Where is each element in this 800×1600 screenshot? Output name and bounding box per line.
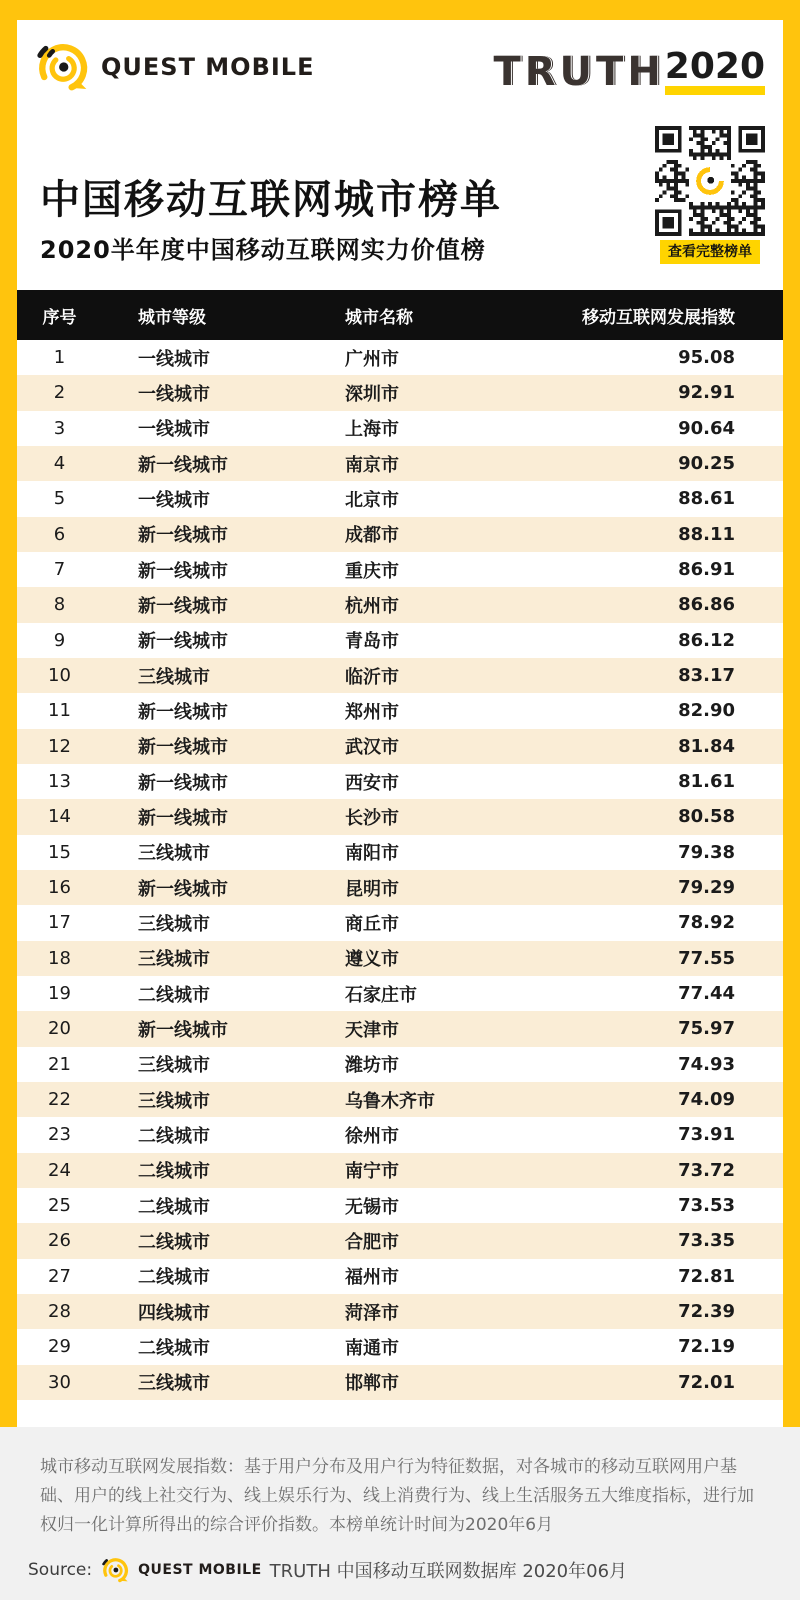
- city-cell: 南阳市: [345, 843, 399, 865]
- table-row: [17, 799, 783, 834]
- tier-cell: 一线城市: [138, 348, 210, 370]
- city-cell: 福州市: [345, 1267, 399, 1289]
- city-cell: 徐州市: [345, 1125, 399, 1147]
- table-row: [17, 587, 783, 622]
- table-row: [17, 1329, 783, 1364]
- rank-cell: 30: [48, 1371, 71, 1393]
- rank-cell: 9: [53, 629, 66, 651]
- rank-cell: 7: [53, 559, 66, 581]
- city-cell: 广州市: [345, 348, 399, 370]
- rank-cell: 19: [48, 983, 71, 1005]
- truth-2020-logo: [493, 48, 765, 95]
- column-header-tier: 城市等级: [138, 307, 206, 328]
- table-row: [17, 1082, 783, 1117]
- table-row: [17, 1294, 783, 1329]
- ranking-table: [17, 290, 783, 1400]
- city-cell: 遵义市: [345, 949, 399, 971]
- index-cell: 72.81: [678, 1265, 735, 1287]
- index-cell: 78.92: [678, 912, 735, 934]
- tier-cell: 二线城市: [138, 984, 210, 1006]
- tier-cell: 一线城市: [138, 419, 210, 441]
- index-cell: 73.35: [678, 1230, 735, 1252]
- index-cell: 90.25: [678, 453, 735, 475]
- city-cell: 石家庄市: [345, 984, 417, 1006]
- table-row: [17, 446, 783, 481]
- table-row: [17, 1047, 783, 1082]
- rank-cell: 12: [48, 735, 71, 757]
- rank-cell: 6: [53, 523, 66, 545]
- tier-cell: 新一线城市: [138, 560, 228, 582]
- table-row: [17, 729, 783, 764]
- index-cell: 88.61: [678, 488, 735, 510]
- table-row: [17, 375, 783, 410]
- table-header: [17, 290, 783, 340]
- city-cell: 成都市: [345, 525, 399, 547]
- index-cell: 79.29: [678, 877, 735, 899]
- city-cell: 南宁市: [345, 1161, 399, 1183]
- city-cell: 无锡市: [345, 1196, 399, 1218]
- rank-cell: 21: [48, 1053, 71, 1075]
- tier-cell: 新一线城市: [138, 807, 228, 829]
- rank-cell: 16: [48, 877, 71, 899]
- rank-cell: 8: [53, 594, 66, 616]
- footer: [0, 1427, 800, 1600]
- table-row: [17, 1223, 783, 1258]
- tier-cell: 新一线城市: [138, 878, 228, 900]
- city-cell: 临沂市: [345, 666, 399, 688]
- tier-cell: 二线城市: [138, 1267, 210, 1289]
- table-row: [17, 1188, 783, 1223]
- rank-cell: 20: [48, 1018, 71, 1040]
- table-row: [17, 1259, 783, 1294]
- page-subtitle: 2020半年度中国移动互联网实力价值榜: [40, 236, 486, 264]
- tier-cell: 二线城市: [138, 1231, 210, 1253]
- rank-cell: 14: [48, 806, 71, 828]
- tier-cell: 新一线城市: [138, 1019, 228, 1041]
- rank-cell: 27: [48, 1265, 71, 1287]
- index-cell: 82.90: [678, 700, 735, 722]
- tier-cell: 三线城市: [138, 913, 210, 935]
- tier-cell: 一线城市: [138, 383, 210, 405]
- tier-cell: 三线城市: [138, 949, 210, 971]
- rank-cell: 29: [48, 1336, 71, 1358]
- page-title: 中国移动互联网城市榜单: [40, 177, 502, 223]
- index-cell: 72.01: [678, 1371, 735, 1393]
- rank-cell: 13: [48, 771, 71, 793]
- source-row: [28, 1555, 627, 1585]
- index-cell: 74.09: [678, 1089, 735, 1111]
- city-cell: 合肥市: [345, 1231, 399, 1253]
- tier-cell: 新一线城市: [138, 772, 228, 794]
- tier-cell: 二线城市: [138, 1337, 210, 1359]
- qr-block: [655, 126, 765, 264]
- city-cell: 杭州市: [345, 595, 399, 617]
- table-row: [17, 1153, 783, 1188]
- questmobile-icon-small: [100, 1555, 130, 1585]
- rank-cell: 1: [53, 347, 66, 369]
- tier-cell: 新一线城市: [138, 595, 228, 617]
- city-cell: 天津市: [345, 1019, 399, 1041]
- rank-cell: 11: [48, 700, 71, 722]
- index-cell: 86.91: [678, 559, 735, 581]
- source-label: Source:: [28, 1560, 93, 1580]
- city-cell: 重庆市: [345, 560, 399, 582]
- table-row: [17, 1117, 783, 1152]
- index-cell: 72.19: [678, 1336, 735, 1358]
- tier-cell: 新一线城市: [138, 525, 228, 547]
- questmobile-logo-text: QUEST MOBILE: [101, 53, 315, 81]
- rank-cell: 3: [53, 417, 66, 439]
- city-cell: 南京市: [345, 454, 399, 476]
- city-cell: 邯郸市: [345, 1373, 399, 1395]
- tier-cell: 二线城市: [138, 1161, 210, 1183]
- city-cell: 乌鲁木齐市: [345, 1090, 435, 1112]
- city-cell: 深圳市: [345, 383, 399, 405]
- rank-cell: 17: [48, 912, 71, 934]
- index-cell: 83.17: [678, 665, 735, 687]
- table-row: [17, 693, 783, 728]
- source-logo-text: QUEST MOBILE: [138, 1562, 262, 1578]
- index-cell: 86.86: [678, 594, 735, 616]
- city-cell: 昆明市: [345, 878, 399, 900]
- column-header-rank: 序号: [42, 307, 77, 328]
- tier-cell: 一线城市: [138, 489, 210, 511]
- rank-cell: 28: [48, 1301, 71, 1323]
- tier-cell: 三线城市: [138, 666, 210, 688]
- column-header-city: 城市名称: [345, 307, 413, 328]
- methodology-note: 城市移动互联网发展指数：基于用户分布及用户行为特征数据，对各城市的移动互联网用户基础、用户的线上社交行为、线上娱乐行为、线上消费行为、线上生活服务五大维度指标，进行加权归一化计算所得出的综合评价指数。本榜单统计时间为2020年6月: [40, 1457, 754, 1535]
- table-row: [17, 481, 783, 516]
- index-cell: 74.93: [678, 1053, 735, 1075]
- tier-cell: 新一线城市: [138, 631, 228, 653]
- table-row: [17, 623, 783, 658]
- rank-cell: 5: [53, 488, 66, 510]
- table-row: [17, 905, 783, 940]
- rank-cell: 10: [48, 665, 71, 687]
- index-cell: 81.84: [678, 735, 735, 757]
- tier-cell: 三线城市: [138, 1090, 210, 1112]
- city-cell: 西安市: [345, 772, 399, 794]
- rank-cell: 15: [48, 841, 71, 863]
- content-area: [17, 20, 783, 1427]
- index-cell: 73.72: [678, 1159, 735, 1181]
- rank-cell: 18: [48, 947, 71, 969]
- table-row: [17, 976, 783, 1011]
- table-row: [17, 1365, 783, 1400]
- table-row: [17, 764, 783, 799]
- rank-cell: 23: [48, 1124, 71, 1146]
- table-body: [17, 340, 783, 1400]
- questmobile-icon: [33, 38, 91, 96]
- city-cell: 青岛市: [345, 631, 399, 653]
- table-row: [17, 658, 783, 693]
- table-row: [17, 1011, 783, 1046]
- table-row: [17, 870, 783, 905]
- tier-cell: 三线城市: [138, 1055, 210, 1077]
- table-row: [17, 552, 783, 587]
- table-row: [17, 517, 783, 552]
- index-cell: 95.08: [678, 347, 735, 369]
- index-cell: 92.91: [678, 382, 735, 404]
- qr-code: [655, 126, 765, 236]
- index-cell: 79.38: [678, 841, 735, 863]
- column-header-index: 移动互联网发展指数: [582, 307, 735, 328]
- index-cell: 77.55: [678, 947, 735, 969]
- tier-cell: 二线城市: [138, 1196, 210, 1218]
- index-cell: 90.64: [678, 417, 735, 439]
- city-cell: 商丘市: [345, 913, 399, 935]
- index-cell: 73.53: [678, 1195, 735, 1217]
- table-row: [17, 835, 783, 870]
- city-cell: 上海市: [345, 419, 399, 441]
- tier-cell: 四线城市: [138, 1302, 210, 1324]
- city-cell: 长沙市: [345, 807, 399, 829]
- city-cell: 菏泽市: [345, 1302, 399, 1324]
- table-row: [17, 411, 783, 446]
- index-cell: 73.91: [678, 1124, 735, 1146]
- rank-cell: 26: [48, 1230, 71, 1252]
- index-cell: 80.58: [678, 806, 735, 828]
- table-row: [17, 340, 783, 375]
- index-cell: 72.39: [678, 1301, 735, 1323]
- rank-cell: 25: [48, 1195, 71, 1217]
- city-cell: 北京市: [345, 489, 399, 511]
- index-cell: 77.44: [678, 983, 735, 1005]
- questmobile-logo: [33, 38, 315, 96]
- index-cell: 86.12: [678, 629, 735, 651]
- index-cell: 81.61: [678, 771, 735, 793]
- rank-cell: 2: [53, 382, 66, 404]
- truth-year: 2020: [665, 48, 765, 95]
- table-row: [17, 941, 783, 976]
- city-cell: 郑州市: [345, 701, 399, 723]
- index-cell: 88.11: [678, 523, 735, 545]
- index-cell: 75.97: [678, 1018, 735, 1040]
- tier-cell: 二线城市: [138, 1125, 210, 1147]
- tier-cell: 三线城市: [138, 843, 210, 865]
- rank-cell: 4: [53, 453, 66, 475]
- city-cell: 武汉市: [345, 737, 399, 759]
- tier-cell: 新一线城市: [138, 737, 228, 759]
- city-cell: 南通市: [345, 1337, 399, 1359]
- rank-cell: 22: [48, 1089, 71, 1111]
- rank-cell: 24: [48, 1159, 71, 1181]
- truth-wordmark: TRUTH: [493, 48, 665, 95]
- tier-cell: 新一线城市: [138, 454, 228, 476]
- tier-cell: 新一线城市: [138, 701, 228, 723]
- view-full-list-button[interactable]: 查看完整榜单: [660, 240, 760, 264]
- source-text: TRUTH 中国移动互联网数据库 2020年06月: [269, 1561, 628, 1582]
- city-cell: 潍坊市: [345, 1055, 399, 1077]
- tier-cell: 三线城市: [138, 1373, 210, 1395]
